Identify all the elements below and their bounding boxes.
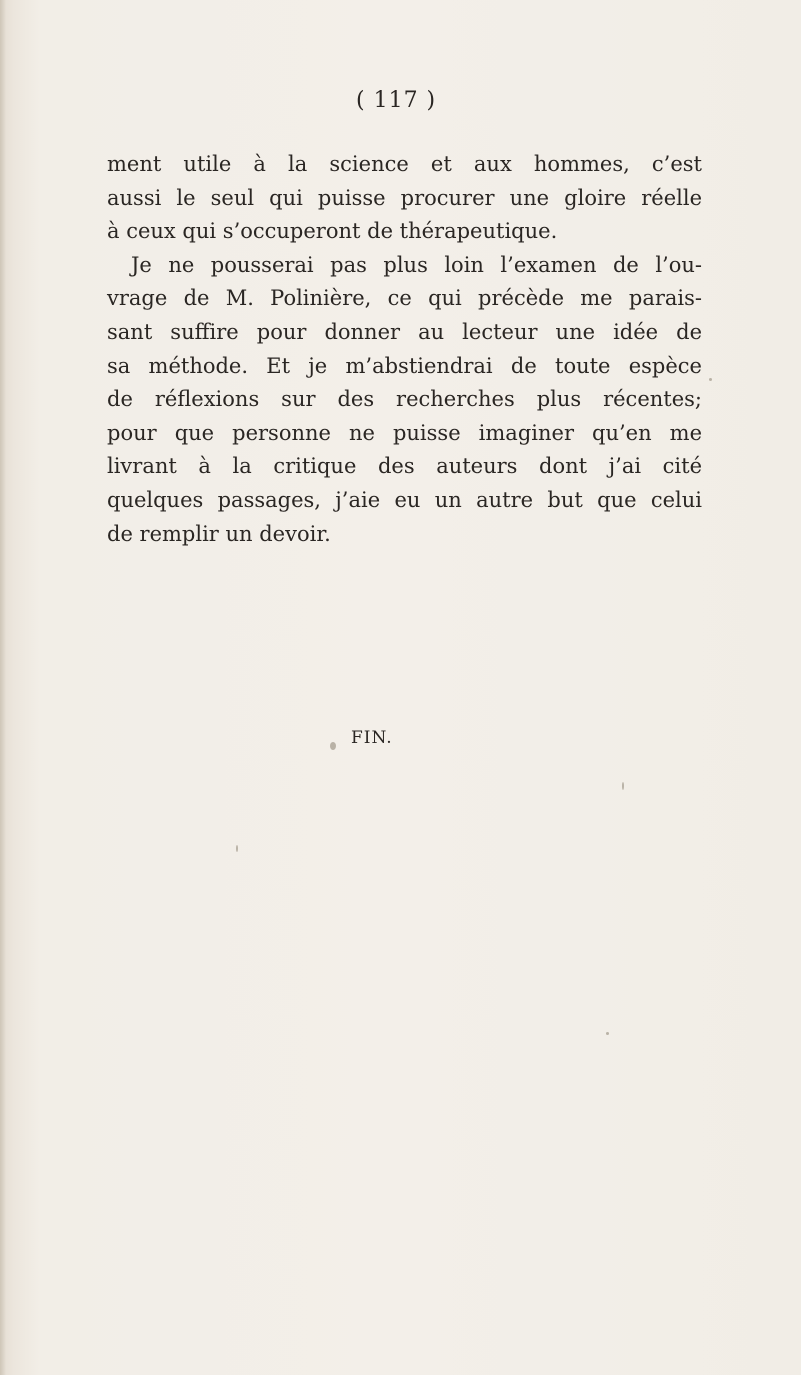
text-line: sant suffire pour donner au lecteur une idée de — [107, 319, 702, 344]
paper-speck — [330, 742, 336, 750]
text-line: quelques passages, j’aie eu un autre but que celui — [107, 487, 702, 512]
text-line: de remplir un devoir. — [107, 521, 331, 546]
body-text — [107, 148, 702, 551]
text-line: ment utile à la science et aux hommes, c’est — [107, 152, 702, 176]
text-line: livrant à la critique des auteurs dont j’ai cité — [107, 454, 702, 479]
text-line: à ceux qui s’occuperont de thérapeutique. — [107, 219, 558, 244]
paragraph-start-line: Je ne pousserai pas plus loin l’examen de l’ou- — [131, 252, 702, 277]
page-spine-shadow — [0, 0, 6, 1375]
text-line: aussi le seul qui puisse procurer une gloire réelle — [107, 185, 702, 210]
paper-speck — [236, 845, 238, 852]
text-line: de réflexions sur des recherches plus récentes; — [107, 387, 702, 412]
text-line: sa méthode. Et je m’abstiendrai de toute espèce — [107, 353, 702, 378]
text-line: pour que personne ne puisse imaginer qu’en me — [107, 420, 702, 445]
paper-speck — [709, 378, 712, 381]
end-marker: FIN. — [351, 728, 393, 748]
paper-speck — [606, 1032, 609, 1035]
page-number: ( 117 ) — [356, 88, 437, 113]
text-line: vrage de M. Polinière, ce qui précède me parais- — [107, 286, 702, 311]
paper-speck — [622, 782, 624, 790]
